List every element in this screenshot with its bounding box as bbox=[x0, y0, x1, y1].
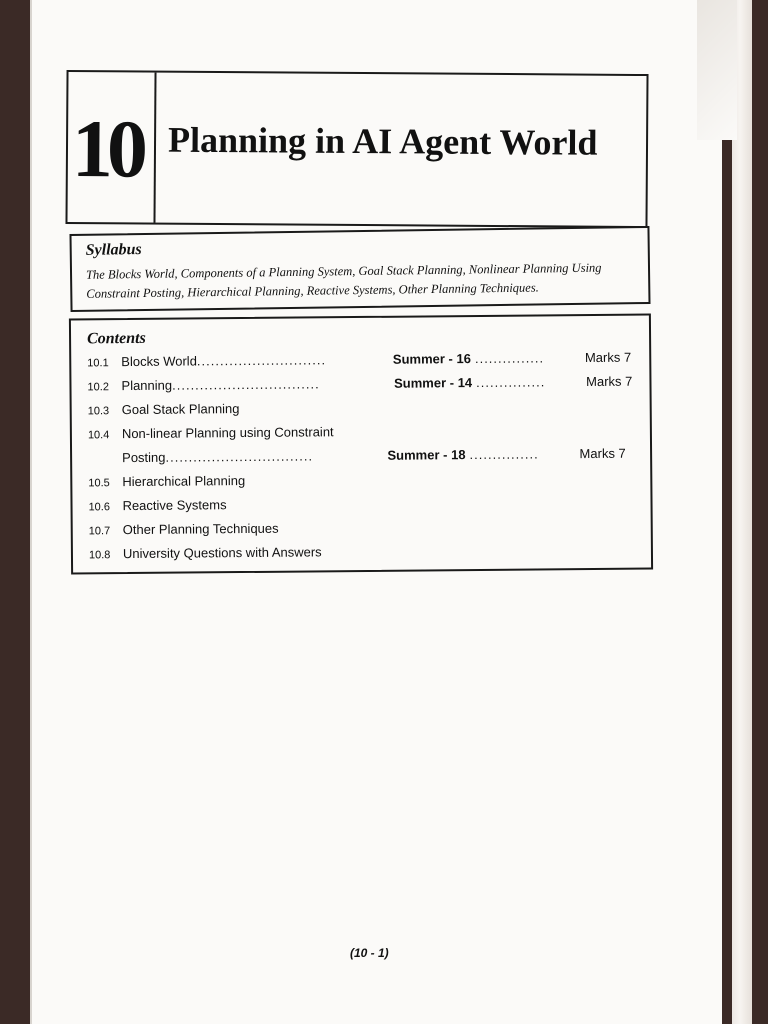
toc-number: 10.2 bbox=[87, 381, 109, 394]
toc-number: 10.6 bbox=[88, 501, 111, 514]
toc-title: Non-linear Planning using Constraint bbox=[121, 424, 334, 442]
syllabus-heading: Syllabus bbox=[85, 241, 142, 259]
toc-title: Planning bbox=[121, 377, 173, 394]
chapter-number: 10 bbox=[71, 103, 143, 195]
syllabus-text: The Blocks World, Components of a Planning System, Goal Stack Planning, Nonlinear Planning Using Constraint Posting, Hierarchical Planning, Reactive Systems, Other Planning Techniques. bbox=[85, 260, 602, 301]
page-corner-shade bbox=[697, 0, 737, 140]
toc-number: 10.5 bbox=[88, 477, 110, 490]
toc-title: University Questions with Answers bbox=[122, 544, 322, 562]
toc-item bbox=[88, 446, 626, 471]
toc-marks: Marks 7 bbox=[586, 373, 633, 390]
toc-leader: ................................ bbox=[172, 376, 320, 393]
chapter-number-cell bbox=[67, 72, 156, 223]
page-number: (10 - 1) bbox=[350, 946, 389, 960]
contents-heading: Contents bbox=[86, 329, 146, 348]
toc-number: 10.1 bbox=[87, 357, 109, 370]
toc-leader: ............... bbox=[474, 350, 545, 367]
toc-item bbox=[87, 350, 631, 375]
toc-number: 10.4 bbox=[87, 429, 110, 442]
toc-number: 10.8 bbox=[88, 549, 111, 562]
toc-number: 10.3 bbox=[87, 405, 110, 418]
page-edge bbox=[732, 0, 752, 1024]
toc-title: Other Planning Techniques bbox=[122, 520, 279, 538]
syllabus-box bbox=[69, 226, 650, 312]
toc-marks: Marks 7 bbox=[579, 445, 626, 462]
toc-item bbox=[88, 424, 334, 446]
toc-leader: ............... bbox=[476, 374, 546, 390]
chapter-header bbox=[65, 70, 648, 228]
toc-item bbox=[88, 401, 240, 422]
toc-item bbox=[88, 497, 226, 518]
toc-session: Summer - 14 bbox=[394, 375, 473, 391]
toc-leader: ............................ bbox=[196, 352, 327, 369]
toc-item bbox=[87, 374, 632, 399]
toc-number: 10.7 bbox=[88, 525, 111, 538]
toc-item bbox=[88, 473, 245, 494]
toc-title: Goal Stack Planning bbox=[121, 401, 240, 418]
book-page bbox=[30, 0, 722, 1024]
toc-leader: ................................ bbox=[165, 448, 314, 465]
toc-title: Hierarchical Planning bbox=[122, 473, 246, 490]
toc-leader: ............... bbox=[469, 446, 539, 463]
toc-session: Summer - 18 bbox=[387, 447, 466, 463]
contents-box bbox=[69, 313, 653, 574]
toc-title: Reactive Systems bbox=[122, 497, 227, 514]
toc-marks: Marks 7 bbox=[584, 349, 632, 366]
toc-title: Posting bbox=[122, 449, 166, 466]
toc-item bbox=[89, 544, 322, 566]
toc-item bbox=[89, 521, 279, 543]
toc-title: Blocks World bbox=[121, 353, 197, 370]
chapter-title: Planning in AI Agent World bbox=[167, 119, 598, 163]
toc-session: Summer - 16 bbox=[392, 351, 471, 367]
